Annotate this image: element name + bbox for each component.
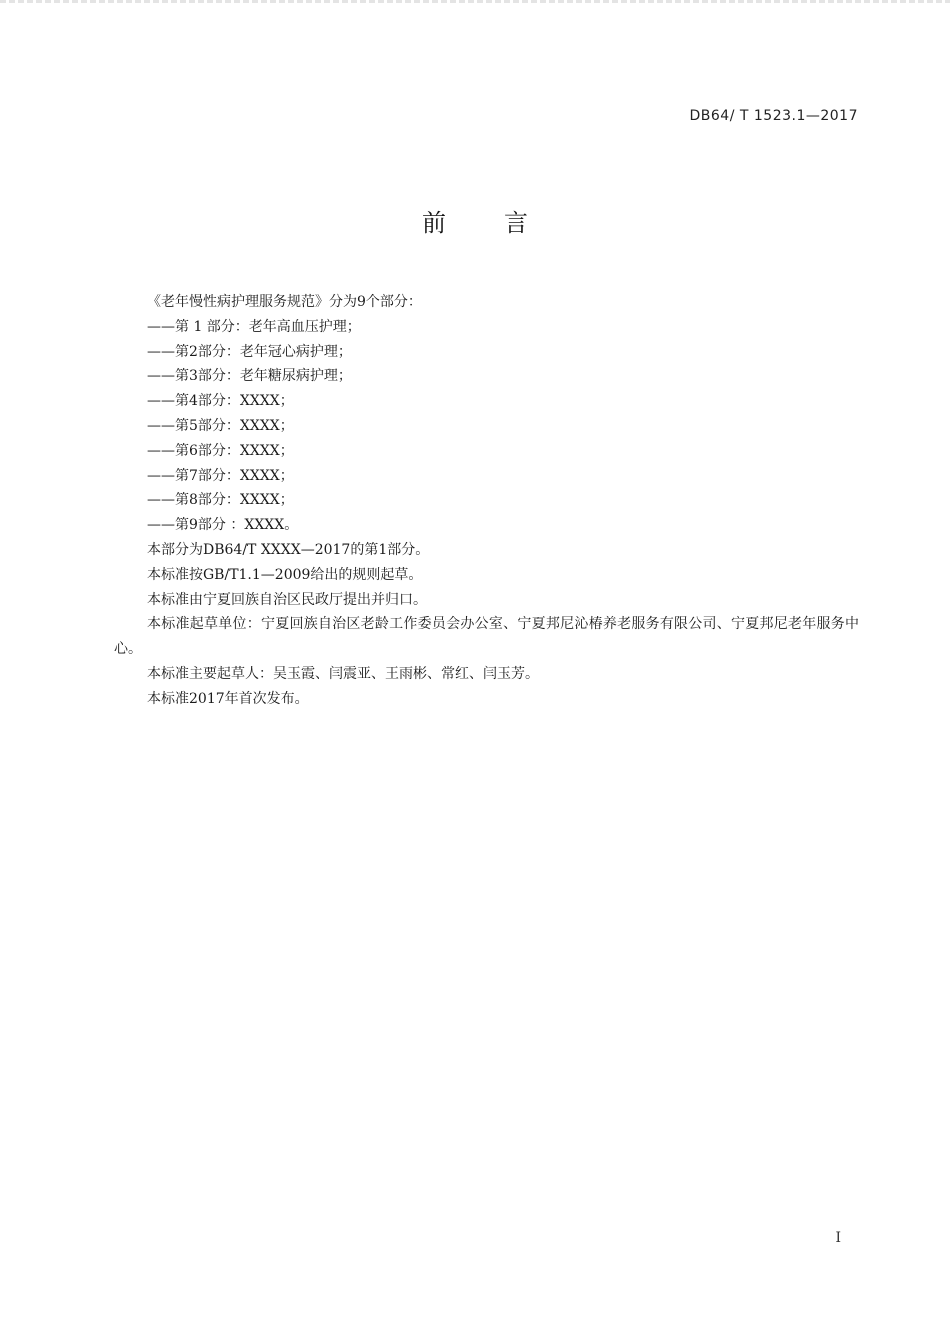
paragraph-drafting-units: 本标准起草单位：宁夏回族自治区老龄工作委员会办公室、宁夏邦尼沁椿养老服务有限公司、宁夏邦尼老年服务中心。: [114, 616, 859, 658]
list-item-part-7: ——第7部分：XXXX；: [147, 467, 294, 484]
paragraph-proposer: 本标准由宁夏回族自治区民政厅提出并归口。: [147, 591, 427, 608]
page-number: I: [835, 1230, 841, 1246]
foreword-body: [114, 290, 859, 712]
paragraph-drafting-rules: 本标准按GB/T1.1—2009给出的规则起草。: [147, 566, 423, 583]
paragraph-part-statement: 本部分为DB64/T XXXX—2017的第1部分。: [147, 541, 430, 558]
paragraph-drafters: 本标准主要起草人：吴玉霞、闫震亚、王雨彬、常红、闫玉芳。: [147, 665, 539, 682]
list-item-part-1: ——第 1 部分：老年高血压护理；: [147, 318, 361, 335]
list-item-part-2: ——第2部分：老年冠心病护理；: [147, 343, 352, 360]
paragraph-parts-intro: 《老年慢性病护理服务规范》分为9个部分：: [147, 294, 422, 310]
list-item-part-6: ——第6部分：XXXX；: [147, 442, 294, 459]
document-code: DB64/ T 1523.1—2017: [689, 108, 858, 124]
page-title: 前言: [422, 209, 586, 237]
list-item-part-3: ——第3部分：老年糖尿病护理；: [147, 368, 352, 385]
list-item-part-4: ——第4部分：XXXX；: [147, 393, 294, 410]
paragraph-first-release: 本标准2017年首次发布。: [147, 690, 309, 707]
scan-edge-decoration: [0, 0, 950, 3]
list-item-part-8: ——第8部分：XXXX；: [147, 492, 294, 509]
list-item-part-9: ——第9部分 ：XXXX。: [147, 517, 299, 534]
list-item-part-5: ——第5部分：XXXX；: [147, 417, 294, 434]
